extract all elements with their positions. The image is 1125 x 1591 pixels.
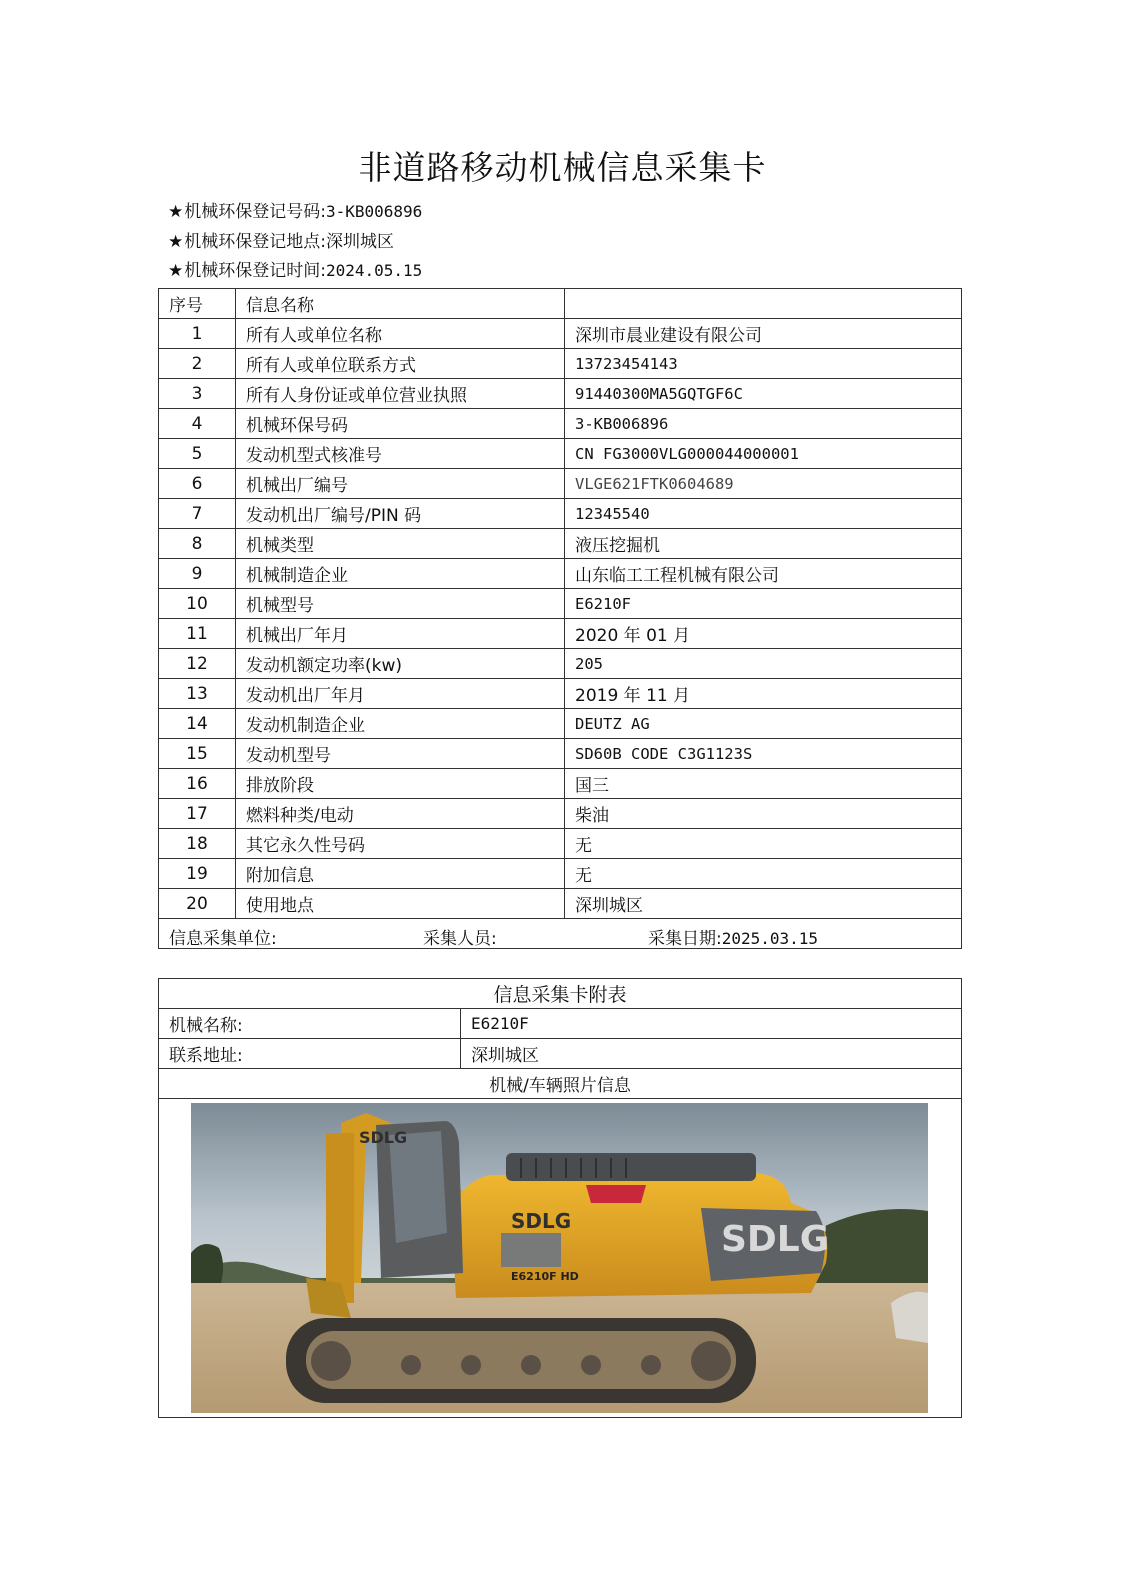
registration-time-value: 2024.05.15 xyxy=(325,261,423,280)
table-row xyxy=(159,529,962,559)
row-name: 机械出厂编号 xyxy=(236,469,565,499)
header-no: 序号 xyxy=(159,289,236,319)
table-row xyxy=(159,739,962,769)
table-row xyxy=(159,379,962,409)
row-value: 12345540 xyxy=(565,499,962,529)
row-no: 11 xyxy=(159,619,236,649)
row-no: 16 xyxy=(159,769,236,799)
photo-cell xyxy=(159,1099,962,1418)
row-name: 排放阶段 xyxy=(236,769,565,799)
header-value xyxy=(565,289,962,319)
row-value: CN FG3000VLG000044000001 xyxy=(565,439,962,469)
row-name: 发动机出厂年月 xyxy=(236,679,565,709)
star-icon: ★ xyxy=(168,202,184,222)
collection-date-label: 采集日期: xyxy=(648,929,722,949)
row-no: 7 xyxy=(159,499,236,529)
row-name: 所有人或单位联系方式 xyxy=(236,349,565,379)
row-name: 发动机型号 xyxy=(236,739,565,769)
collection-date-value: 2025.03.15 xyxy=(721,929,819,948)
row-no: 17 xyxy=(159,799,236,829)
table-row xyxy=(159,829,962,859)
side-vent xyxy=(501,1233,561,1267)
registration-time xyxy=(168,256,422,281)
row-no: 20 xyxy=(159,889,236,919)
excavator-illustration xyxy=(191,1103,928,1413)
row-no: 14 xyxy=(159,709,236,739)
table-row xyxy=(159,889,962,919)
row-value: 深圳市晨业建设有限公司 xyxy=(565,319,962,349)
info-table xyxy=(158,288,962,949)
table-row xyxy=(159,859,962,889)
machine-name-label: 机械名称: xyxy=(159,1009,461,1039)
row-value: 2020 年 01 月 xyxy=(565,619,962,649)
registration-number-label: 机械环保登记号码: xyxy=(184,202,326,222)
address-value: 深圳城区 xyxy=(461,1039,962,1069)
tail-light xyxy=(586,1185,646,1203)
row-value: 3-KB006896 xyxy=(565,409,962,439)
row-value: E6210F xyxy=(565,589,962,619)
star-icon: ★ xyxy=(168,232,184,252)
row-no: 1 xyxy=(159,319,236,349)
appendix-row xyxy=(159,1009,962,1039)
row-value: 无 xyxy=(565,859,962,889)
row-no: 2 xyxy=(159,349,236,379)
table-row xyxy=(159,619,962,649)
track-inner xyxy=(306,1331,736,1389)
row-no: 6 xyxy=(159,469,236,499)
header-name: 信息名称 xyxy=(236,289,565,319)
row-name: 发动机额定功率(kw) xyxy=(236,649,565,679)
address-label: 联系地址: xyxy=(159,1039,461,1069)
row-no: 5 xyxy=(159,439,236,469)
appendix-title: 信息采集卡附表 xyxy=(159,979,962,1009)
appendix-row xyxy=(159,1069,962,1099)
row-value: 国三 xyxy=(565,769,962,799)
row-no: 8 xyxy=(159,529,236,559)
registration-place-label: 机械环保登记地点: xyxy=(184,232,326,252)
table-row xyxy=(159,799,962,829)
row-no: 15 xyxy=(159,739,236,769)
brand-label-rear: SDLG xyxy=(721,1219,830,1260)
registration-place xyxy=(168,227,394,252)
model-badge: E6210F HD xyxy=(511,1270,579,1283)
appendix-title-row xyxy=(159,979,962,1009)
row-value: 柴油 xyxy=(565,799,962,829)
arm xyxy=(326,1133,354,1303)
registration-number-value: 3-KB006896 xyxy=(325,202,423,221)
row-value: 深圳城区 xyxy=(565,889,962,919)
row-value: 液压挖掘机 xyxy=(565,529,962,559)
row-name: 其它永久性号码 xyxy=(236,829,565,859)
row-name: 发动机型式核准号 xyxy=(236,439,565,469)
row-name: 机械类型 xyxy=(236,529,565,559)
row-name: 机械制造企业 xyxy=(236,559,565,589)
row-name: 机械出厂年月 xyxy=(236,619,565,649)
table-row xyxy=(159,499,962,529)
photo-title: 机械/车辆照片信息 xyxy=(159,1069,962,1099)
row-no: 4 xyxy=(159,409,236,439)
registration-number xyxy=(168,197,422,222)
brand-label-side: SDLG xyxy=(511,1209,572,1233)
row-value: 山东临工工程机械有限公司 xyxy=(565,559,962,589)
appendix-row xyxy=(159,1039,962,1069)
table-row xyxy=(159,769,962,799)
table-header-row xyxy=(159,289,962,319)
row-no: 19 xyxy=(159,859,236,889)
table-row xyxy=(159,439,962,469)
table-row xyxy=(159,409,962,439)
table-row xyxy=(159,349,962,379)
row-name: 机械型号 xyxy=(236,589,565,619)
registration-time-label: 机械环保登记时间: xyxy=(184,261,326,281)
table-footer-row xyxy=(159,919,962,949)
row-name: 机械环保号码 xyxy=(236,409,565,439)
row-no: 18 xyxy=(159,829,236,859)
row-no: 3 xyxy=(159,379,236,409)
footer-cell xyxy=(159,919,962,949)
row-value: 91440300MA5GQTGF6C xyxy=(565,379,962,409)
row-no: 10 xyxy=(159,589,236,619)
row-no: 12 xyxy=(159,649,236,679)
rock xyxy=(891,1292,928,1343)
row-name: 发动机出厂编号/PIN 码 xyxy=(236,499,565,529)
row-value: 13723454143 xyxy=(565,349,962,379)
collector-label: 采集人员: xyxy=(423,929,497,949)
row-name: 所有人身份证或单位营业执照 xyxy=(236,379,565,409)
row-name: 附加信息 xyxy=(236,859,565,889)
engine-cover xyxy=(506,1153,756,1181)
star-icon: ★ xyxy=(168,261,184,281)
registration-place-value: 深圳城区 xyxy=(325,232,394,252)
page-title: 非道路移动机械信息采集卡 xyxy=(358,148,767,187)
cab-window xyxy=(389,1131,447,1243)
appendix-table xyxy=(158,978,962,1418)
table-row xyxy=(159,559,962,589)
machine-name-value: E6210F xyxy=(461,1009,962,1039)
row-name: 使用地点 xyxy=(236,889,565,919)
row-name: 发动机制造企业 xyxy=(236,709,565,739)
table-row xyxy=(159,319,962,349)
row-name: 燃料种类/电动 xyxy=(236,799,565,829)
row-value: 无 xyxy=(565,829,962,859)
excavator-photo xyxy=(191,1103,928,1413)
row-value: 205 xyxy=(565,649,962,679)
row-no: 13 xyxy=(159,679,236,709)
row-value: SD60B CODE C3G1123S xyxy=(565,739,962,769)
table-row xyxy=(159,649,962,679)
row-value: DEUTZ AG xyxy=(565,709,962,739)
table-row xyxy=(159,679,962,709)
collection-date xyxy=(648,924,818,949)
collection-unit-label: 信息采集单位: xyxy=(169,929,277,949)
row-name: 所有人或单位名称 xyxy=(236,319,565,349)
row-no: 9 xyxy=(159,559,236,589)
row-value: 2019 年 11 月 xyxy=(565,679,962,709)
table-row xyxy=(159,709,962,739)
tree-left xyxy=(191,1244,223,1285)
brand-label-boom: SDLG xyxy=(359,1128,408,1147)
table-row xyxy=(159,589,962,619)
photo-row xyxy=(159,1099,962,1418)
row-value: VLGE621FTK0604689 xyxy=(565,469,962,499)
table-row xyxy=(159,469,962,499)
